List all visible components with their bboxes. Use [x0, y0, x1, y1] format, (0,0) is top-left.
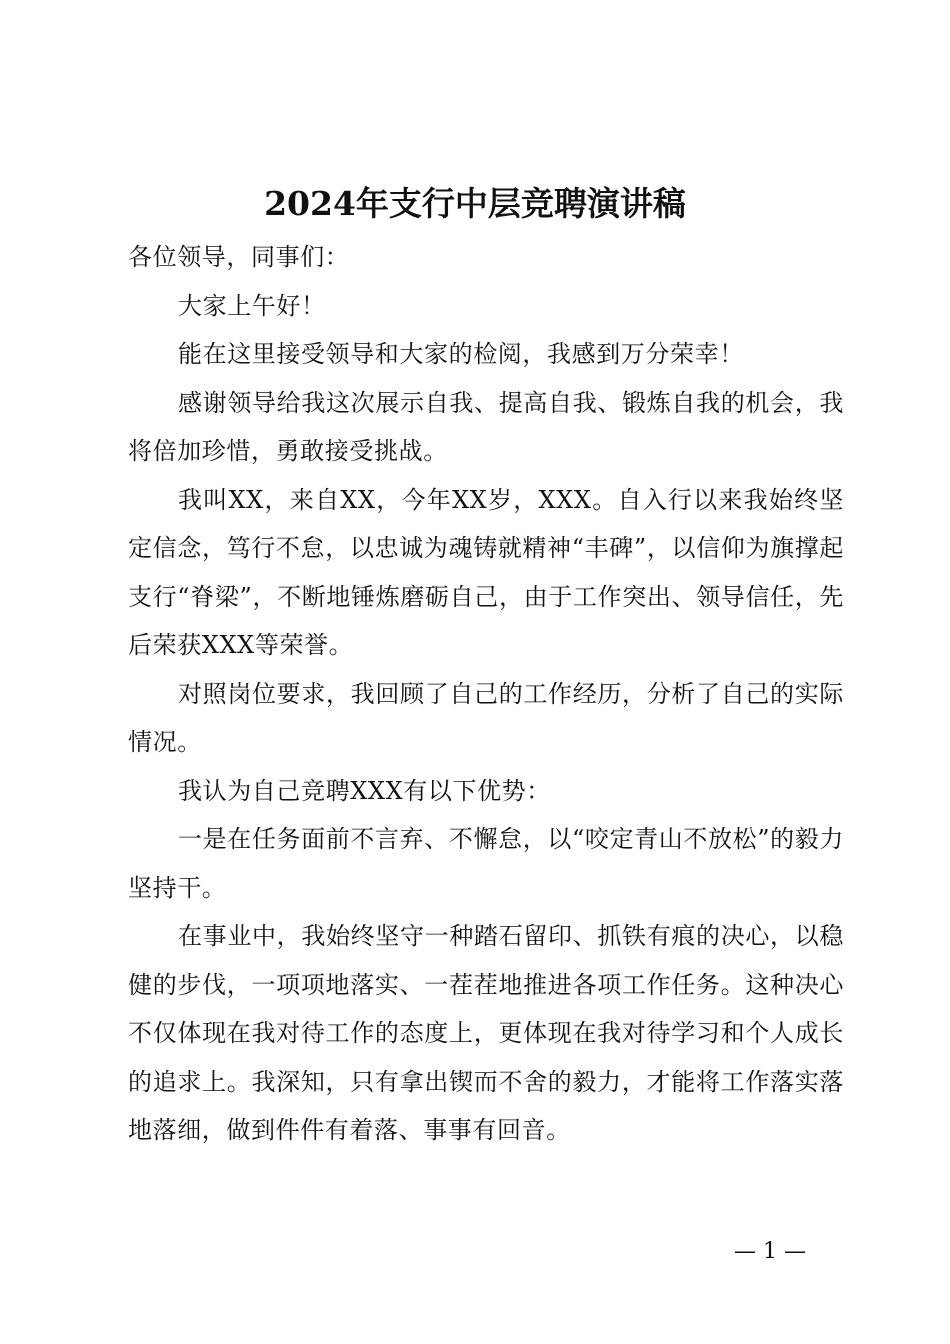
paragraph-advantages: 我认为自己竞聘XXX有以下优势：: [178, 776, 551, 805]
document-title: 2024年支行中层竞聘演讲稿: [264, 184, 686, 223]
document-body: [128, 233, 844, 1155]
paragraph-introduction: 我叫XX，来自XX，今年XX岁，XXX。自入行以来我始终坚定信念，笃行不怠，以忠诚为魂铸就精神“丰碑”，以信仰为旗撑起支行“脊梁”，不断地锤炼磨砺自己，由于工作突出、领导信任，先后荣获XXX等荣誉。: [128, 485, 844, 659]
paragraph-point-one: 一是在任务面前不言弃、不懈怠，以“咬定青山不放松”的毅力坚持干。: [128, 825, 844, 902]
paragraph-review: 对照岗位要求，我回顾了自己的工作经历，分析了自己的实际情况。: [128, 679, 844, 756]
paragraph-determination: 在事业中，我始终坚守一种踏石留印、抓铁有痕的决心，以稳健的步伐，一项项地落实、一茬茬地推进各项工作任务。这种决心不仅体现在我对待工作的态度上，更体现在我对待学习和个人成长的追求上。我深知，只有拿出锲而不舍的毅力，才能将工作落实落地落细，做到件件有着落、事事有回音。: [128, 922, 844, 1144]
page-number: — 1 —: [734, 1239, 806, 1264]
salutation: 各位领导，同事们：: [128, 243, 350, 271]
paragraph-thanks: 感谢领导给我这次展示自我、提高自我、锻炼自我的机会，我将倍加珍惜，勇敢接受挑战。: [128, 388, 844, 465]
paragraph-honor: 能在这里接受领导和大家的检阅，我感到万分荣幸！: [178, 340, 744, 368]
paragraph-greeting: 大家上午好！: [178, 291, 326, 320]
